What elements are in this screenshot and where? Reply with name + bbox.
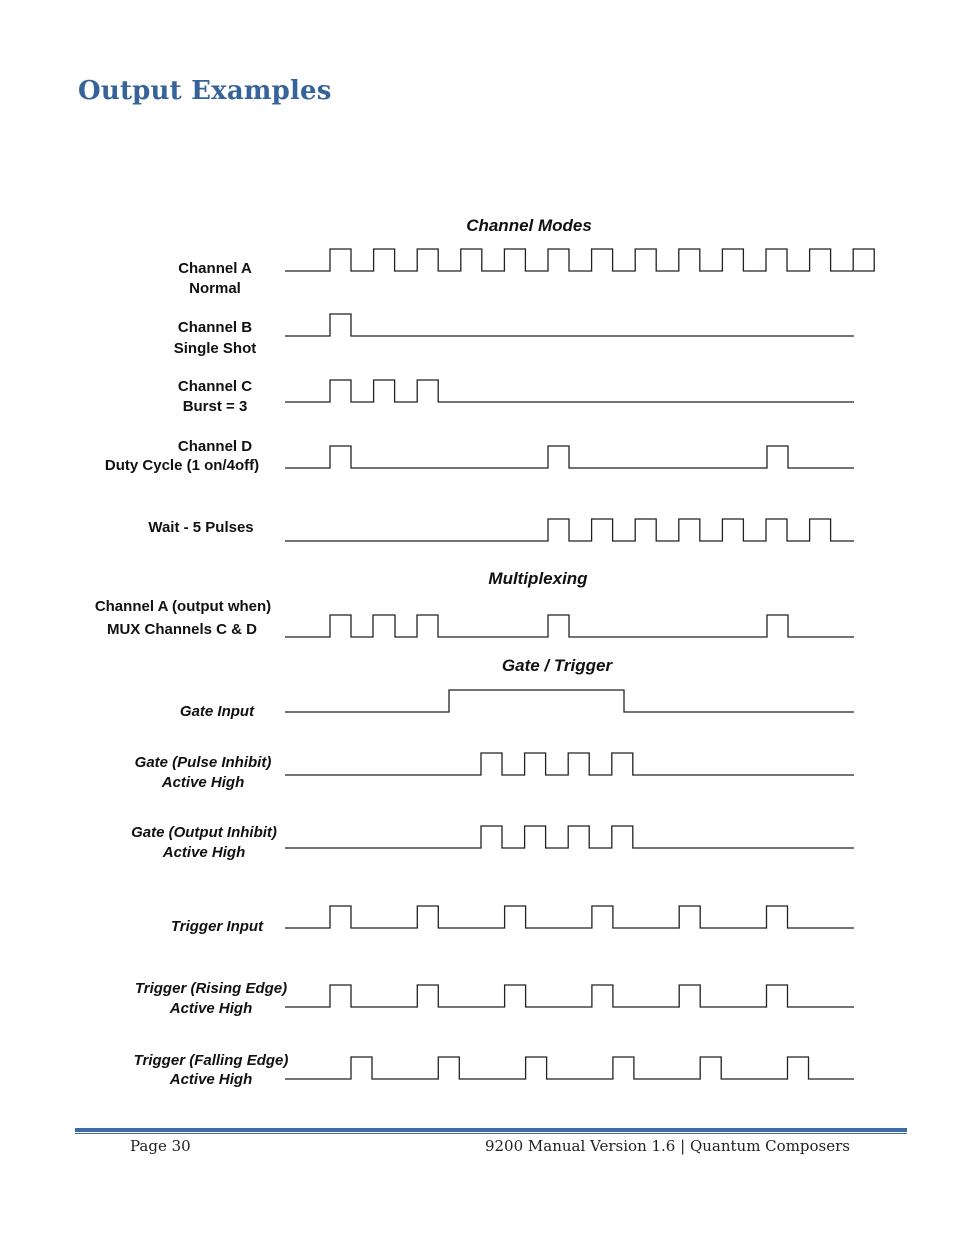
label-gate-input: Gate Input bbox=[179, 703, 255, 720]
label-trigger-input: Trigger Input bbox=[170, 918, 264, 935]
label-channel-d: Channel D bbox=[177, 438, 253, 455]
section-title-gate-trigger: Gate / Trigger bbox=[501, 656, 613, 675]
footer-rule bbox=[75, 1128, 907, 1132]
label-channel-a: Channel A bbox=[178, 260, 252, 277]
label-channel-b: Channel B bbox=[177, 319, 253, 336]
label-trigger-falling: Trigger (Falling Edge) bbox=[133, 1052, 289, 1069]
waveform-mux bbox=[285, 615, 854, 637]
page-heading: Output Examples bbox=[78, 76, 332, 106]
waveform-trigger-rising bbox=[285, 985, 854, 1007]
waveform-trigger-falling bbox=[285, 1057, 854, 1079]
label-trigger-rising-active: Active High bbox=[169, 1000, 253, 1017]
label-gate-output-inhibit: Gate (Output Inhibit) bbox=[131, 824, 277, 841]
label-mux-channel-a: Channel A (output when) bbox=[94, 598, 272, 615]
label-gate-pulse-inhibit: Gate (Pulse Inhibit) bbox=[134, 754, 272, 771]
label-trigger-falling-active: Active High bbox=[169, 1071, 253, 1088]
waveform-channel-a-normal bbox=[285, 249, 874, 271]
waveform-trigger-input bbox=[285, 906, 854, 928]
label-wait: Wait - 5 Pulses bbox=[148, 519, 254, 536]
label-normal: Normal bbox=[189, 280, 241, 297]
footer-page-number: Page 30 bbox=[130, 1137, 191, 1155]
footer-document-title: 9200 Manual Version 1.6 | Quantum Composers bbox=[484, 1137, 850, 1155]
label-duty-cycle: Duty Cycle (1 on/4off) bbox=[104, 457, 260, 474]
footer-rule-thin bbox=[75, 1133, 907, 1134]
section-title-channel-modes: Channel Modes bbox=[466, 216, 592, 235]
waveform-wait bbox=[285, 519, 854, 541]
label-mux-channels: MUX Channels C & D bbox=[106, 621, 258, 638]
waveform-gate-pulse-inhibit bbox=[285, 753, 854, 775]
waveform-channel-b-single-shot bbox=[285, 314, 854, 336]
label-channel-c: Channel C bbox=[177, 378, 253, 395]
label-burst: Burst = 3 bbox=[182, 398, 248, 415]
label-trigger-rising: Trigger (Rising Edge) bbox=[134, 980, 288, 997]
label-gate-output-active: Active High bbox=[162, 844, 246, 861]
waveform-gate-output-inhibit bbox=[285, 826, 854, 848]
waveform-gate-input bbox=[285, 690, 854, 712]
waveform-channel-d-duty-cycle bbox=[285, 446, 854, 468]
waveform-channel-c-burst bbox=[285, 380, 854, 402]
section-title-multiplexing: Multiplexing bbox=[488, 569, 588, 588]
label-single-shot: Single Shot bbox=[173, 340, 257, 357]
label-gate-pulse-active: Active High bbox=[161, 774, 245, 791]
